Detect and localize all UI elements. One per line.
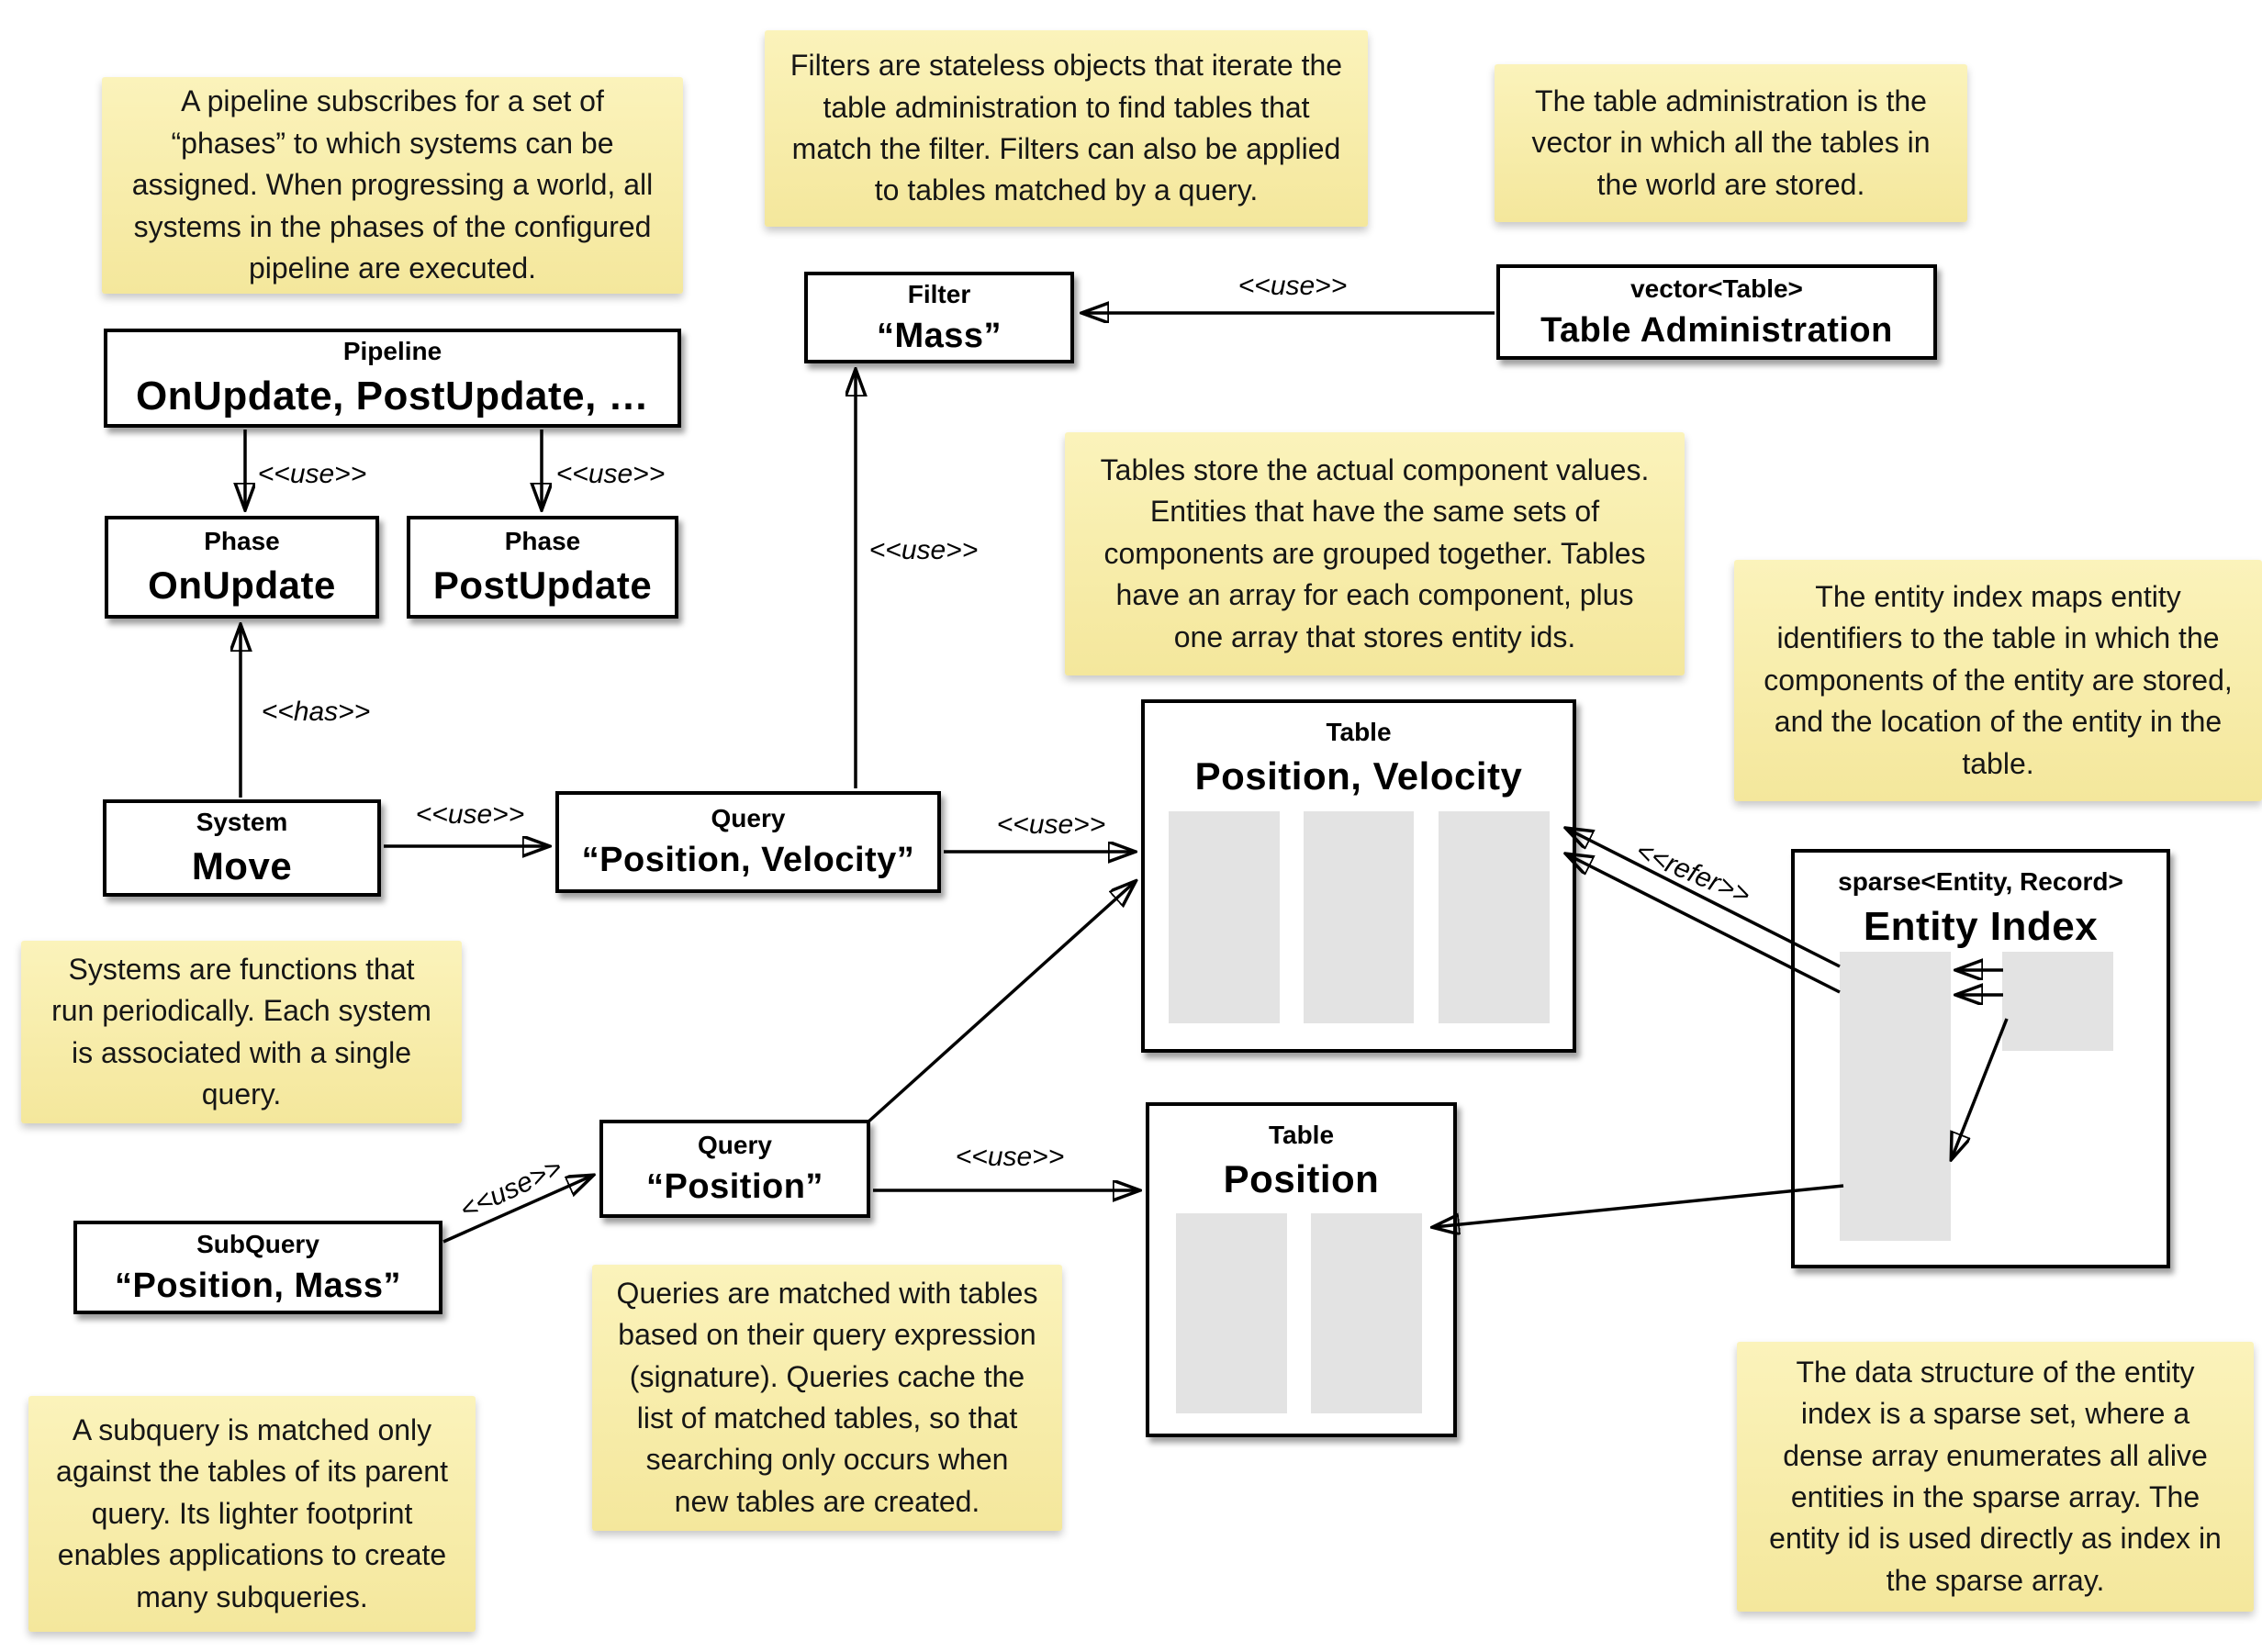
- note-tables: [1065, 432, 1685, 675]
- subquery-position-mass-name: “Position, Mass”: [114, 1266, 402, 1305]
- phase-postupdate-box: [407, 516, 678, 619]
- sparse-array: [1840, 952, 1951, 1241]
- pipeline-box: [104, 329, 681, 428]
- label-has-system-phase: <<has>>: [261, 697, 371, 727]
- label-use-query-filter: <<use>>: [868, 535, 979, 565]
- dense-array: [2002, 952, 2113, 1051]
- note-queries-text: Queries are matched with tables based on their query expression (signature). Queries cache the list of matched tables, so that searching only occurs when new tables are created.: [616, 1276, 1038, 1518]
- note-table-administration-text: The table administration is the vector in which all the tables in the world are stored.: [1531, 84, 1931, 201]
- note-subquery-text: A subquery is matched only against the tables of its parent query. Its lighter footprint enables applications to create many subqueries.: [56, 1412, 448, 1613]
- note-systems: [21, 941, 462, 1123]
- system-move-box: [103, 799, 381, 897]
- table-position-velocity-name: Position, Velocity: [1194, 754, 1523, 798]
- pipeline-stereotype: Pipeline: [342, 337, 442, 365]
- table-position-name: Position: [1223, 1157, 1380, 1200]
- note-filters-text: Filters are stateless objects that iterate the table administration to find tables that match the filter. Filters can also be applied to tables matched by a query.: [789, 49, 1343, 207]
- query-position-velocity-box: [555, 791, 941, 893]
- query-position-box: [599, 1120, 870, 1218]
- label-refer-entityindex-tablepv: <<refer>>: [1631, 835, 1755, 911]
- note-systems-text: Systems are functions that run periodically. Each system is associated with a single query.: [51, 952, 431, 1111]
- label-use-querypv-tablepv: <<use>>: [996, 809, 1106, 840]
- table-administration-stereotype: vector<Table>: [1630, 273, 1803, 303]
- phase-postupdate-stereotype: Phase: [504, 527, 581, 555]
- table-position-velocity-box: [1141, 699, 1576, 1053]
- table-position-box: [1146, 1102, 1457, 1437]
- phase-onupdate-name: OnUpdate: [148, 564, 336, 607]
- component-array-2: [1304, 811, 1414, 1023]
- label-use-querypos-tablepos: <<use>>: [955, 1142, 1065, 1172]
- entity-index-box: [1791, 849, 2170, 1268]
- system-move-name: Move: [191, 844, 293, 887]
- note-pipeline-text: A pipeline subscribes for a set of “phases” to which systems can be assigned. When progressing a world, all systems in the phases of the configured pipeline are executed.: [131, 84, 654, 285]
- component-array-4: [1176, 1213, 1287, 1413]
- note-entity-index: [1734, 560, 2262, 801]
- label-use-subquery-querypos: <<use>>: [455, 1152, 567, 1226]
- table-position-stereotype: Table: [1268, 1121, 1335, 1149]
- note-subquery: [28, 1396, 476, 1632]
- label-use-admin-filter: <<use>>: [1237, 271, 1348, 301]
- note-sparse-set: [1737, 1342, 2254, 1612]
- table-position-velocity-stereotype: Table: [1326, 718, 1392, 746]
- note-tables-text: Tables store the actual component values. Entities that have the same sets of components are grouped together. Tables have an array for each component, plus one array that stores entity ids.: [1100, 452, 1650, 653]
- component-array-3: [1439, 811, 1550, 1023]
- note-table-administration: [1495, 64, 1967, 222]
- note-filters: [765, 30, 1368, 227]
- table-administration-name: Table Administration: [1540, 310, 1893, 350]
- phase-onupdate-box: [105, 516, 379, 619]
- filter-mass-box: [804, 272, 1074, 363]
- phase-onupdate-stereotype: Phase: [204, 527, 280, 555]
- query-position-stereotype: Query: [698, 1131, 772, 1159]
- label-use-system-query: <<use>>: [415, 799, 525, 830]
- filter-mass-name: “Mass”: [876, 316, 1002, 355]
- note-sparse-set-text: The data structure of the entity index is a sparse set, where a dense array enumerates all alive entities in the sparse array. The entity id is used directly as index in the sparse array.: [1769, 1355, 2222, 1597]
- query-position-velocity-stereotype: Query: [711, 804, 786, 832]
- subquery-position-mass-stereotype: SubQuery: [196, 1229, 319, 1258]
- note-entity-index-text: The entity index maps entity identifiers to the table in which the components of the entity are stored, and the location of the entity in the table.: [1764, 579, 2233, 780]
- component-array-5: [1311, 1213, 1422, 1413]
- component-array-1: [1169, 811, 1280, 1023]
- label-use-pipeline-onupdate: <<use>>: [257, 459, 367, 489]
- note-queries: [592, 1265, 1062, 1531]
- note-pipeline: [102, 77, 683, 294]
- edge-querypos-tablepv: [868, 882, 1135, 1122]
- system-move-stereotype: System: [196, 808, 288, 836]
- label-use-pipeline-postupdate: <<use>>: [555, 459, 666, 489]
- phase-postupdate-name: PostUpdate: [432, 564, 653, 607]
- table-administration-box: [1496, 264, 1937, 360]
- subquery-position-mass-box: [73, 1221, 442, 1314]
- query-position-name: “Position”: [646, 1167, 823, 1206]
- pipeline-name: OnUpdate, PostUpdate, …: [135, 374, 650, 419]
- filter-mass-stereotype: Filter: [907, 279, 971, 308]
- entity-index-stereotype: sparse<Entity, Record>: [1838, 867, 2123, 896]
- entity-index-name: Entity Index: [1863, 904, 2099, 949]
- edge-entityindex-tablepos: [1434, 1186, 1843, 1227]
- query-position-velocity-name: “Position, Velocity”: [581, 841, 915, 879]
